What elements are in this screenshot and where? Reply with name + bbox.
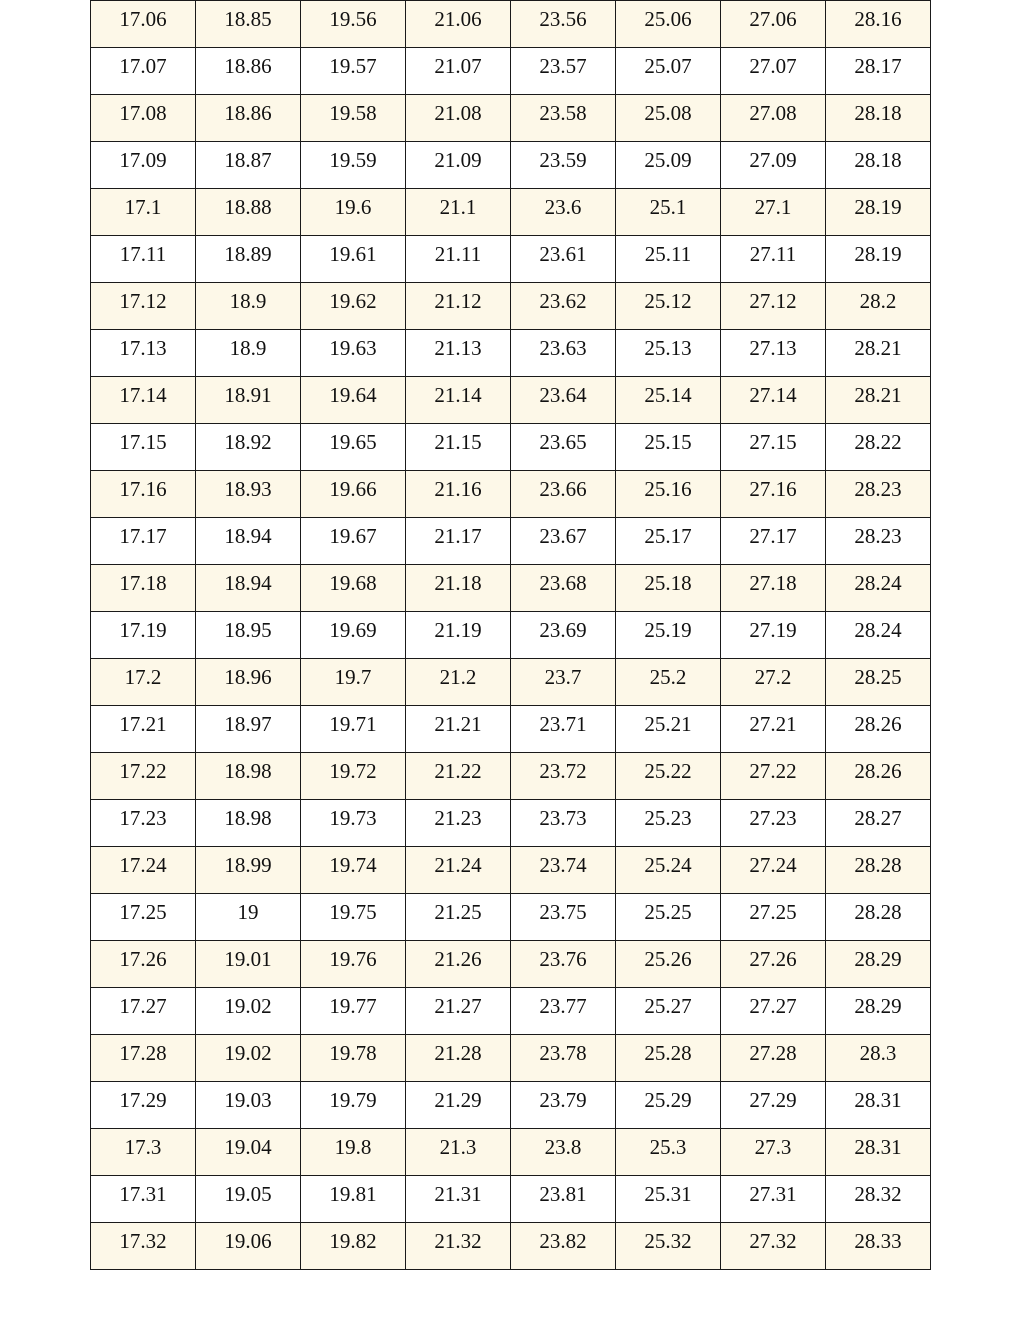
table-row [91, 565, 931, 612]
table-cell: 21.12 [406, 283, 511, 330]
table-row [91, 847, 931, 894]
table-cell: 19.8 [301, 1129, 406, 1176]
table-cell: 18.97 [196, 706, 301, 753]
table-cell: 28.22 [826, 424, 931, 471]
table-cell: 27.21 [721, 706, 826, 753]
table-cell: 25.06 [616, 1, 721, 48]
table-row [91, 236, 931, 283]
table-cell: 19.81 [301, 1176, 406, 1223]
table-cell: 19.69 [301, 612, 406, 659]
table-cell: 28.31 [826, 1082, 931, 1129]
table-cell: 18.87 [196, 142, 301, 189]
table-cell: 21.32 [406, 1223, 511, 1270]
table-cell: 28.28 [826, 894, 931, 941]
table-cell: 25.31 [616, 1176, 721, 1223]
table-cell: 27.28 [721, 1035, 826, 1082]
table-cell: 23.72 [511, 753, 616, 800]
table-cell: 25.16 [616, 471, 721, 518]
table-cell: 18.94 [196, 518, 301, 565]
table-cell: 25.24 [616, 847, 721, 894]
table-cell: 25.19 [616, 612, 721, 659]
table-cell: 28.29 [826, 988, 931, 1035]
table-cell: 25.09 [616, 142, 721, 189]
table-cell: 28.25 [826, 659, 931, 706]
table-cell: 28.21 [826, 377, 931, 424]
table-cell: 28.33 [826, 1223, 931, 1270]
table-cell: 17.19 [91, 612, 196, 659]
table-cell: 25.25 [616, 894, 721, 941]
table-cell: 23.79 [511, 1082, 616, 1129]
table-cell: 28.19 [826, 189, 931, 236]
table-cell: 19.65 [301, 424, 406, 471]
table-cell: 28.27 [826, 800, 931, 847]
table-cell: 21.28 [406, 1035, 511, 1082]
table-row [91, 424, 931, 471]
table-row [91, 330, 931, 377]
table-row [91, 1082, 931, 1129]
table-cell: 27.11 [721, 236, 826, 283]
table-cell: 25.15 [616, 424, 721, 471]
table-cell: 23.69 [511, 612, 616, 659]
table-cell: 23.65 [511, 424, 616, 471]
table-row [91, 471, 931, 518]
table-row [91, 518, 931, 565]
table-cell: 19.6 [301, 189, 406, 236]
table-cell: 27.2 [721, 659, 826, 706]
table-row [91, 283, 931, 330]
table-cell: 25.18 [616, 565, 721, 612]
table-cell: 27.15 [721, 424, 826, 471]
table-cell: 25.07 [616, 48, 721, 95]
table-cell: 28.18 [826, 95, 931, 142]
table-cell: 23.66 [511, 471, 616, 518]
table-cell: 18.9 [196, 283, 301, 330]
table-cell: 28.31 [826, 1129, 931, 1176]
table-cell: 18.95 [196, 612, 301, 659]
table-cell: 25.1 [616, 189, 721, 236]
table-cell: 23.62 [511, 283, 616, 330]
table-cell: 25.26 [616, 941, 721, 988]
table-row [91, 941, 931, 988]
table-cell: 19.01 [196, 941, 301, 988]
table-cell: 27.06 [721, 1, 826, 48]
table-cell: 28.24 [826, 565, 931, 612]
table-cell: 17.24 [91, 847, 196, 894]
table-cell: 25.23 [616, 800, 721, 847]
table-cell: 19.57 [301, 48, 406, 95]
table-cell: 21.2 [406, 659, 511, 706]
table-cell: 28.26 [826, 753, 931, 800]
table-cell: 21.1 [406, 189, 511, 236]
table-cell: 25.08 [616, 95, 721, 142]
table-row [91, 189, 931, 236]
table-cell: 21.11 [406, 236, 511, 283]
table-cell: 19.56 [301, 1, 406, 48]
table-cell: 21.22 [406, 753, 511, 800]
table-cell: 21.31 [406, 1176, 511, 1223]
table-cell: 17.11 [91, 236, 196, 283]
table-cell: 19.78 [301, 1035, 406, 1082]
table-cell: 23.71 [511, 706, 616, 753]
table-cell: 25.12 [616, 283, 721, 330]
table-cell: 27.23 [721, 800, 826, 847]
table-cell: 28.17 [826, 48, 931, 95]
table-cell: 28.18 [826, 142, 931, 189]
table-cell: 17.3 [91, 1129, 196, 1176]
table-cell: 19.63 [301, 330, 406, 377]
table-cell: 17.07 [91, 48, 196, 95]
table-cell: 27.1 [721, 189, 826, 236]
table-cell: 21.19 [406, 612, 511, 659]
table-cell: 27.14 [721, 377, 826, 424]
table-cell: 17.12 [91, 283, 196, 330]
table-cell: 23.64 [511, 377, 616, 424]
table-cell: 23.77 [511, 988, 616, 1035]
table-cell: 19.02 [196, 1035, 301, 1082]
table-cell: 18.94 [196, 565, 301, 612]
table-cell: 21.25 [406, 894, 511, 941]
table-cell: 27.08 [721, 95, 826, 142]
table-cell: 19.61 [301, 236, 406, 283]
table-cell: 18.98 [196, 800, 301, 847]
table-cell: 28.3 [826, 1035, 931, 1082]
table-cell: 28.32 [826, 1176, 931, 1223]
table-cell: 23.7 [511, 659, 616, 706]
table-cell: 23.6 [511, 189, 616, 236]
table-cell: 28.29 [826, 941, 931, 988]
table-cell: 18.92 [196, 424, 301, 471]
table-cell: 21.18 [406, 565, 511, 612]
table-row [91, 1176, 931, 1223]
table-cell: 27.31 [721, 1176, 826, 1223]
table-cell: 23.68 [511, 565, 616, 612]
table-cell: 21.24 [406, 847, 511, 894]
table-cell: 21.06 [406, 1, 511, 48]
table-cell: 17.2 [91, 659, 196, 706]
table-cell: 25.2 [616, 659, 721, 706]
table-cell: 25.27 [616, 988, 721, 1035]
table-cell: 19.73 [301, 800, 406, 847]
table-row [91, 1, 931, 48]
table-cell: 19.75 [301, 894, 406, 941]
table-cell: 17.13 [91, 330, 196, 377]
table-cell: 19.71 [301, 706, 406, 753]
table-row [91, 612, 931, 659]
table-row [91, 95, 931, 142]
table-cell: 28.28 [826, 847, 931, 894]
table-cell: 27.24 [721, 847, 826, 894]
table-cell: 23.59 [511, 142, 616, 189]
table-cell: 21.16 [406, 471, 511, 518]
table-cell: 23.63 [511, 330, 616, 377]
table-cell: 27.32 [721, 1223, 826, 1270]
table-cell: 27.17 [721, 518, 826, 565]
table-row [91, 1129, 931, 1176]
table-cell: 18.96 [196, 659, 301, 706]
table-cell: 21.08 [406, 95, 511, 142]
table-body [91, 1, 931, 1270]
table-cell: 17.28 [91, 1035, 196, 1082]
table-row [91, 377, 931, 424]
table-cell: 19.74 [301, 847, 406, 894]
table-cell: 18.91 [196, 377, 301, 424]
table-cell: 17.09 [91, 142, 196, 189]
table-row [91, 753, 931, 800]
table-cell: 18.99 [196, 847, 301, 894]
table-cell: 18.86 [196, 95, 301, 142]
table-cell: 19.66 [301, 471, 406, 518]
table-cell: 18.89 [196, 236, 301, 283]
table-cell: 28.24 [826, 612, 931, 659]
table-row [91, 706, 931, 753]
table-cell: 25.11 [616, 236, 721, 283]
table-cell: 28.2 [826, 283, 931, 330]
table-cell: 19.06 [196, 1223, 301, 1270]
table-cell: 21.13 [406, 330, 511, 377]
table-cell: 19.77 [301, 988, 406, 1035]
table-cell: 17.18 [91, 565, 196, 612]
table-cell: 21.15 [406, 424, 511, 471]
table-cell: 17.17 [91, 518, 196, 565]
table-cell: 23.82 [511, 1223, 616, 1270]
table-cell: 17.08 [91, 95, 196, 142]
table-cell: 19.05 [196, 1176, 301, 1223]
table-cell: 17.32 [91, 1223, 196, 1270]
table-cell: 23.73 [511, 800, 616, 847]
table-cell: 23.8 [511, 1129, 616, 1176]
table-cell: 17.06 [91, 1, 196, 48]
table-cell: 28.23 [826, 518, 931, 565]
table-cell: 17.22 [91, 753, 196, 800]
table-cell: 17.15 [91, 424, 196, 471]
table-cell: 18.9 [196, 330, 301, 377]
table-cell: 27.13 [721, 330, 826, 377]
table-cell: 21.29 [406, 1082, 511, 1129]
table-cell: 21.26 [406, 941, 511, 988]
table-cell: 19.58 [301, 95, 406, 142]
table-cell: 18.86 [196, 48, 301, 95]
table-cell: 27.29 [721, 1082, 826, 1129]
table-cell: 25.32 [616, 1223, 721, 1270]
table-row [91, 1035, 931, 1082]
table-cell: 27.16 [721, 471, 826, 518]
table-cell: 25.14 [616, 377, 721, 424]
table-cell: 21.17 [406, 518, 511, 565]
table-cell: 19.64 [301, 377, 406, 424]
table-cell: 23.75 [511, 894, 616, 941]
table-cell: 17.26 [91, 941, 196, 988]
table-row [91, 800, 931, 847]
table-cell: 17.31 [91, 1176, 196, 1223]
table-cell: 18.85 [196, 1, 301, 48]
table-cell: 27.3 [721, 1129, 826, 1176]
table-row [91, 988, 931, 1035]
table-cell: 21.23 [406, 800, 511, 847]
table-cell: 19.62 [301, 283, 406, 330]
table-cell: 19.82 [301, 1223, 406, 1270]
table-cell: 28.23 [826, 471, 931, 518]
table-cell: 25.17 [616, 518, 721, 565]
data-table [90, 0, 931, 1270]
table-cell: 27.18 [721, 565, 826, 612]
table-cell: 27.27 [721, 988, 826, 1035]
table-cell: 23.76 [511, 941, 616, 988]
table-cell: 19.04 [196, 1129, 301, 1176]
table-cell: 21.07 [406, 48, 511, 95]
table-cell: 21.27 [406, 988, 511, 1035]
table-cell: 19.72 [301, 753, 406, 800]
table-cell: 19.68 [301, 565, 406, 612]
table-cell: 23.57 [511, 48, 616, 95]
table-row [91, 142, 931, 189]
table-cell: 23.58 [511, 95, 616, 142]
table-cell: 17.1 [91, 189, 196, 236]
table-cell: 25.29 [616, 1082, 721, 1129]
table-cell: 19 [196, 894, 301, 941]
table-cell: 28.26 [826, 706, 931, 753]
table-cell: 17.29 [91, 1082, 196, 1129]
table-cell: 27.19 [721, 612, 826, 659]
table-cell: 17.16 [91, 471, 196, 518]
table-row [91, 48, 931, 95]
table-cell: 18.98 [196, 753, 301, 800]
table-cell: 19.03 [196, 1082, 301, 1129]
table-cell: 19.79 [301, 1082, 406, 1129]
table-cell: 23.78 [511, 1035, 616, 1082]
table-cell: 17.21 [91, 706, 196, 753]
table-cell: 17.27 [91, 988, 196, 1035]
table-cell: 25.3 [616, 1129, 721, 1176]
table-cell: 23.56 [511, 1, 616, 48]
table-cell: 23.81 [511, 1176, 616, 1223]
table-cell: 23.74 [511, 847, 616, 894]
table-cell: 21.21 [406, 706, 511, 753]
table-cell: 17.14 [91, 377, 196, 424]
table-cell: 18.88 [196, 189, 301, 236]
table-cell: 27.22 [721, 753, 826, 800]
table-cell: 27.09 [721, 142, 826, 189]
table-row [91, 894, 931, 941]
table-cell: 27.25 [721, 894, 826, 941]
table-row [91, 659, 931, 706]
table-cell: 21.14 [406, 377, 511, 424]
table-cell: 19.76 [301, 941, 406, 988]
data-table-container [90, 0, 930, 1270]
table-cell: 27.07 [721, 48, 826, 95]
table-cell: 19.59 [301, 142, 406, 189]
table-cell: 23.67 [511, 518, 616, 565]
table-cell: 19.67 [301, 518, 406, 565]
table-cell: 27.12 [721, 283, 826, 330]
table-cell: 25.22 [616, 753, 721, 800]
table-cell: 17.25 [91, 894, 196, 941]
table-cell: 19.02 [196, 988, 301, 1035]
table-cell: 18.93 [196, 471, 301, 518]
table-row [91, 1223, 931, 1270]
table-cell: 28.21 [826, 330, 931, 377]
table-cell: 21.3 [406, 1129, 511, 1176]
table-cell: 23.61 [511, 236, 616, 283]
table-cell: 28.16 [826, 1, 931, 48]
table-cell: 27.26 [721, 941, 826, 988]
table-cell: 25.28 [616, 1035, 721, 1082]
table-cell: 21.09 [406, 142, 511, 189]
table-cell: 19.7 [301, 659, 406, 706]
table-cell: 25.21 [616, 706, 721, 753]
table-cell: 17.23 [91, 800, 196, 847]
table-cell: 28.19 [826, 236, 931, 283]
table-cell: 25.13 [616, 330, 721, 377]
